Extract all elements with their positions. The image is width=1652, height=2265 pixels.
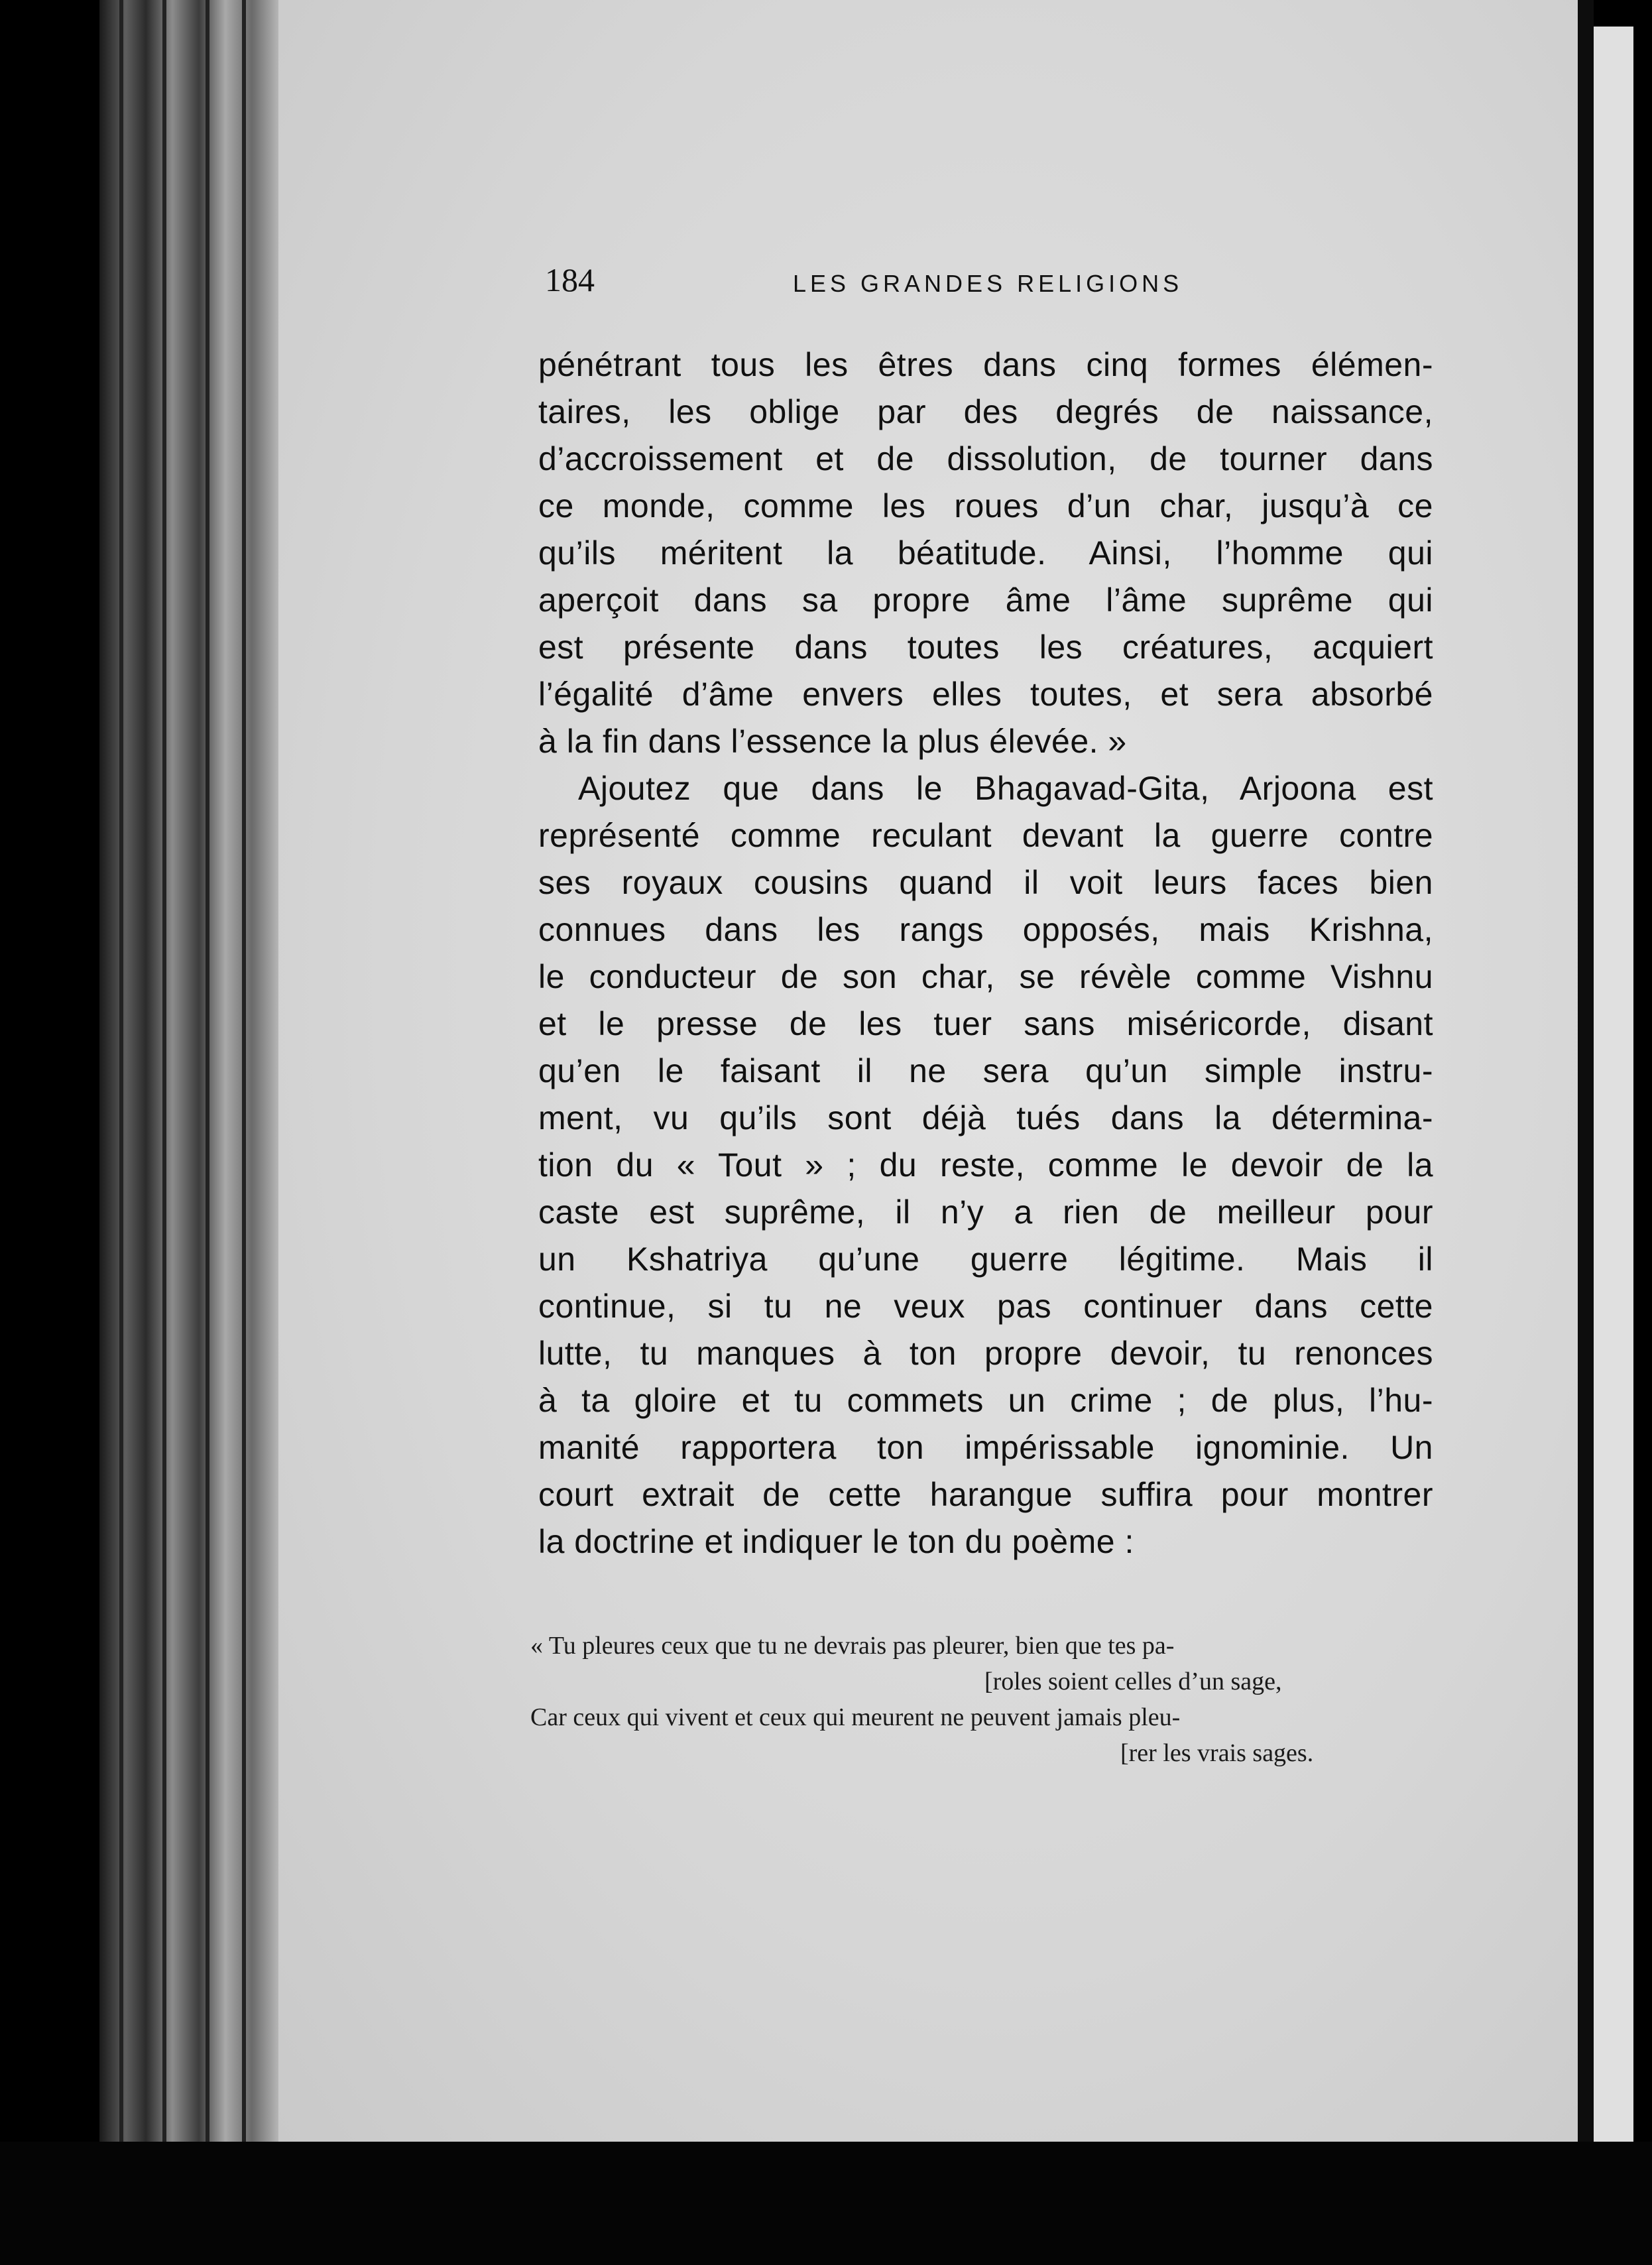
text-line: à ta gloire et tu commets un crime ; de plus, l’hu- [538,1382,1433,1419]
text-line: le conducteur de son char, se révèle comme Vishnu [538,958,1433,995]
page-number: 184 [545,261,595,298]
text-line: d’accroissement et de dissolution, de tourner dans [538,440,1433,477]
verse-line: « Tu pleures ceux que tu ne devrais pas pleurer, bien que tes pa- [530,1632,1175,1660]
text-line: et le presse de les tuer sans miséricorde, disant [538,1005,1433,1042]
text-line: lutte, tu manques à ton propre devoir, tu renonces [538,1335,1433,1372]
text-line: qu’ils méritent la béatitude. Ainsi, l’homme qui [538,534,1433,572]
text-line: est présente dans toutes les créatures, acquiert [538,629,1433,666]
text-line: ses royaux cousins quand il voit leurs faces bien [538,864,1433,901]
text-line: court extrait de cette harangue suffira pour montrer [538,1476,1433,1513]
binding-stripe [206,0,209,2265]
text-line: représenté comme reculant devant la guerre contre [538,817,1433,854]
text-line: connues dans les rangs opposés, mais Krishna, [538,911,1433,948]
text-line: la doctrine et indiquer le ton du poème : [538,1523,1134,1560]
body-text [538,341,1433,1565]
verse-line: [roles soient celles d’un sage, [984,1668,1282,1695]
text-line: pénétrant tous les êtres dans cinq formes élémen- [538,346,1433,383]
scan-bottom-border [0,2142,1652,2265]
text-line: continue, si tu ne veux pas continuer dans cette [538,1288,1433,1325]
text-line: qu’en le faisant il ne sera qu’un simple instru- [538,1052,1433,1089]
text-line: caste est suprême, il n’y a rien de meilleur pour [538,1194,1433,1231]
text-line: Ajoutez que dans le Bhagavad-Gita, Arjoona est [578,770,1433,807]
text-line: aperçoit dans sa propre âme l’âme suprême qui [538,582,1433,619]
next-page-sliver [1594,27,1633,2215]
verse-line: Car ceux qui vivent et ceux qui meurent ne peuvent jamais pleu- [530,1703,1181,1731]
text-line: à la fin dans l’essence la plus élevée. » [538,723,1127,760]
text-line: taires, les oblige par des degrés de naissance, [538,393,1433,430]
text-line: manité rapportera ton impérissable ignominie. Un [538,1429,1433,1466]
running-head: LES GRANDES RELIGIONS [793,270,1183,297]
text-line: ce monde, comme les roues d’un char, jusqu’à ce [538,487,1433,524]
text-line: l’égalité d’âme envers elles toutes, et sera absorbé [538,676,1433,713]
verse-line: [rer les vrais sages. [1120,1739,1314,1767]
page-right-edge [1578,0,1594,2265]
verse-quotation [530,1628,1432,1771]
text-line: ment, vu qu’ils sont déjà tués dans la détermina- [538,1099,1433,1136]
binding-stripe [119,0,123,2265]
text-line: un Kshatriya qu’une guerre légitime. Mais il [538,1241,1433,1278]
book-binding-edge [99,0,285,2265]
text-line: tion du « Tout » ; du reste, comme le devoir de la [538,1146,1433,1184]
page-header [545,260,1208,300]
binding-stripe [162,0,166,2265]
binding-stripe [242,0,246,2265]
